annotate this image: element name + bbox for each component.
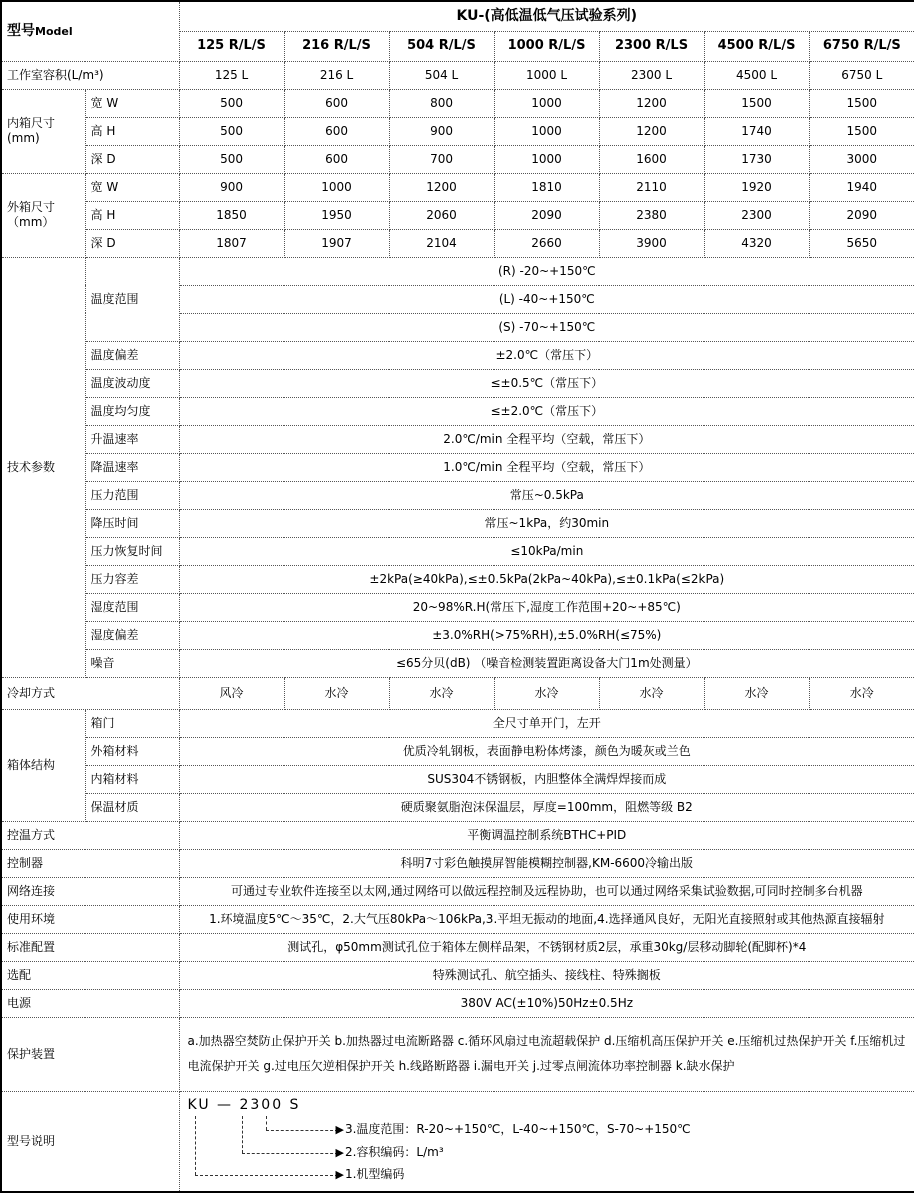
dim-sub-label: 宽 W	[85, 173, 179, 201]
cabinet-sub-label: 箱门	[85, 709, 179, 737]
param-value: 1.0℃/min 全程平均（空载，常压下）	[179, 453, 914, 481]
dim-cell: 1940	[809, 173, 914, 201]
tech-row	[1, 593, 914, 621]
dim-cell: 2110	[599, 173, 704, 201]
model-code-line-3	[336, 1122, 691, 1137]
dim-cell: 500	[179, 145, 284, 173]
cabinet-section-label: 箱体结构	[1, 709, 85, 821]
dim-cell: 900	[389, 117, 494, 145]
dim-cell: 600	[284, 117, 389, 145]
tech-row	[1, 341, 914, 369]
inner-dim-label	[1, 89, 85, 173]
dim-sub-label: 高 H	[85, 201, 179, 229]
tech-row	[1, 453, 914, 481]
param-label: 压力恢复时间	[85, 537, 179, 565]
dim-cell: 900	[179, 173, 284, 201]
param-label: 压力容差	[85, 565, 179, 593]
dim-cell: 2060	[389, 201, 494, 229]
param-label: 温度均匀度	[85, 397, 179, 425]
dim-cell: 600	[284, 145, 389, 173]
tech-row	[1, 397, 914, 425]
spec-row	[1, 821, 914, 849]
cabinet-sub-label: 外箱材料	[85, 737, 179, 765]
model-code-line-1	[336, 1167, 405, 1182]
header-row-series	[1, 1, 914, 31]
param-label: 压力范围	[85, 481, 179, 509]
cabinet-sub-label: 保温材质	[85, 793, 179, 821]
row-value: 可通过专业软件连接至以太网,通过网络可以做远程控制及远程协助，也可以通过网络采集试验数据,可同时控制多台机器	[179, 877, 914, 905]
protection-label: 保护装置	[1, 1017, 179, 1091]
model-name: 4500 R/L/S	[704, 31, 809, 61]
dim-cell: 1000	[494, 145, 599, 173]
dim-sub-label: 深 D	[85, 229, 179, 257]
dim-cell: 2104	[389, 229, 494, 257]
dim-cell: 600	[284, 89, 389, 117]
protection-row	[1, 1017, 914, 1091]
spec-row	[1, 877, 914, 905]
protection-value: a.加热器空焚防止保护开关 b.加热器过电流断路器 c.循环风扇过电流超载保护 d.压缩机高压保护开关 e.压缩机过热保护开关 f.压缩机过电流保护开关 g.过电压欠逆相保护开关 h.线路断路器 i.漏电开关 j.过零点闸流体功率控制器 k.缺水保护	[179, 1017, 914, 1091]
dash-line-vertical	[266, 1116, 267, 1130]
volume-row	[1, 61, 914, 89]
param-value: ≤±0.5℃（常压下）	[179, 369, 914, 397]
dim-cell: 1000	[284, 173, 389, 201]
cooling-row	[1, 677, 914, 709]
tech-row	[1, 537, 914, 565]
dim-cell: 1200	[599, 117, 704, 145]
inner-dim-row	[1, 117, 914, 145]
volume-value: 4500 L	[704, 61, 809, 89]
cabinet-value: 全尺寸单开门，左开	[179, 709, 914, 737]
dim-cell: 1807	[179, 229, 284, 257]
param-label: 湿度偏差	[85, 621, 179, 649]
dash-line-vertical	[195, 1116, 196, 1175]
dim-cell: 1500	[809, 117, 914, 145]
tech-row	[1, 257, 914, 285]
dim-cell: 1000	[494, 89, 599, 117]
param-label: 湿度范围	[85, 593, 179, 621]
tech-row	[1, 509, 914, 537]
inner-dim-title: 内箱尺寸	[7, 116, 56, 130]
arrow-right-icon: ▶	[335, 1167, 344, 1181]
cooling-cell: 水冷	[599, 677, 704, 709]
tech-row	[1, 481, 914, 509]
spec-row	[1, 849, 914, 877]
param-value: (L) -40~+150℃	[179, 285, 914, 313]
model-code-row	[1, 1091, 914, 1192]
spec-row	[1, 989, 914, 1017]
dash-line-horizontal	[195, 1175, 338, 1176]
outer-dim-row	[1, 229, 914, 257]
volume-value: 1000 L	[494, 61, 599, 89]
param-value: ±3.0%RH(>75%RH),±5.0%RH(≤75%)	[179, 621, 914, 649]
param-label: 升温速率	[85, 425, 179, 453]
dim-cell: 1200	[389, 173, 494, 201]
cabinet-sub-label: 内箱材料	[85, 765, 179, 793]
cabinet-value: 硬质聚氨脂泡沫保温层，厚度=100mm，阻燃等级 B2	[179, 793, 914, 821]
tech-row	[1, 565, 914, 593]
cabinet-value: 优质冷轧钢板，表面静电粉体烤漆，颜色为暖灰或兰色	[179, 737, 914, 765]
dim-cell: 2090	[809, 201, 914, 229]
cooling-cell: 水冷	[389, 677, 494, 709]
dim-cell: 500	[179, 89, 284, 117]
model-name: 2300 R/LS	[599, 31, 704, 61]
dim-cell: 3900	[599, 229, 704, 257]
dim-cell: 1000	[494, 117, 599, 145]
volume-value: 504 L	[389, 61, 494, 89]
cabinet-row	[1, 793, 914, 821]
outer-dim-unit: （mm）	[7, 215, 55, 229]
param-value: ≤±2.0℃（常压下）	[179, 397, 914, 425]
dim-sub-label: 宽 W	[85, 89, 179, 117]
arrow-right-icon: ▶	[335, 1145, 344, 1159]
cooling-label: 冷却方式	[1, 677, 179, 709]
param-value: 常压~1kPa，约30min	[179, 509, 914, 537]
spec-row	[1, 905, 914, 933]
dim-cell: 800	[389, 89, 494, 117]
dim-cell: 1850	[179, 201, 284, 229]
row-label: 标准配置	[1, 933, 179, 961]
cabinet-row	[1, 765, 914, 793]
model-header-cell	[1, 1, 179, 61]
dim-cell: 2660	[494, 229, 599, 257]
cooling-cell: 水冷	[494, 677, 599, 709]
dim-cell: 1740	[704, 117, 809, 145]
cooling-cell: 水冷	[809, 677, 914, 709]
volume-value: 2300 L	[599, 61, 704, 89]
tech-row	[1, 621, 914, 649]
dim-sub-label: 深 D	[85, 145, 179, 173]
cooling-cell: 风冷	[179, 677, 284, 709]
dim-cell: 1600	[599, 145, 704, 173]
model-code-diagram	[179, 1091, 914, 1192]
model-name: 6750 R/L/S	[809, 31, 914, 61]
cooling-cell: 水冷	[704, 677, 809, 709]
model-code-line-3-text: 3.温度范围：R-20~+150℃，L-40~+150℃，S-70~+150℃	[344, 1121, 691, 1136]
model-code-example: KU — 2300 S	[187, 1096, 301, 1113]
param-value: 常压~0.5kPa	[179, 481, 914, 509]
param-value: 20~98%R.H(常压下,湿度工作范围+20~+85℃)	[179, 593, 914, 621]
dim-cell: 1500	[704, 89, 809, 117]
dim-cell: 500	[179, 117, 284, 145]
tech-row	[1, 649, 914, 677]
param-value: (S) -70~+150℃	[179, 313, 914, 341]
param-value: 2.0℃/min 全程平均（空载，常压下）	[179, 425, 914, 453]
volume-label: 工作室容积(L/m³)	[1, 61, 179, 89]
dim-cell: 700	[389, 145, 494, 173]
model-name: 1000 R/L/S	[494, 31, 599, 61]
row-label: 电源	[1, 989, 179, 1017]
inner-dim-row	[1, 145, 914, 173]
series-title: KU-(高低温低气压试验系列)	[179, 1, 914, 31]
dash-line-horizontal	[266, 1130, 338, 1131]
row-value: 平衡调温控制系统BTHC+PID	[179, 821, 914, 849]
tech-row	[1, 425, 914, 453]
tech-row	[1, 369, 914, 397]
param-label: 降压时间	[85, 509, 179, 537]
cabinet-row	[1, 737, 914, 765]
model-name: 125 R/L/S	[179, 31, 284, 61]
param-label: 降温速率	[85, 453, 179, 481]
cabinet-row	[1, 709, 914, 737]
model-code-line-2-text: 2.容积编码：L/m³	[344, 1144, 444, 1159]
inner-dim-unit: (mm)	[7, 131, 40, 145]
dash-line-horizontal	[242, 1153, 338, 1154]
dim-cell: 2380	[599, 201, 704, 229]
param-value: ±2.0℃（常压下）	[179, 341, 914, 369]
param-value: ≤65分贝(dB) （噪音检测装置距离设备大门1m处测量）	[179, 649, 914, 677]
model-header-cn: 型号	[7, 22, 35, 39]
model-name: 216 R/L/S	[284, 31, 389, 61]
tech-section-label: 技术参数	[1, 257, 85, 677]
model-code-line-2	[336, 1145, 444, 1160]
dim-cell: 3000	[809, 145, 914, 173]
row-label: 网络连接	[1, 877, 179, 905]
row-label: 选配	[1, 961, 179, 989]
arrow-right-icon: ▶	[335, 1122, 344, 1136]
row-label: 控温方式	[1, 821, 179, 849]
spec-row	[1, 961, 914, 989]
outer-dim-row	[1, 173, 914, 201]
param-value: (R) -20~+150℃	[179, 257, 914, 285]
volume-value: 216 L	[284, 61, 389, 89]
param-label: 噪音	[85, 649, 179, 677]
outer-dim-row	[1, 201, 914, 229]
param-label: 温度波动度	[85, 369, 179, 397]
volume-value: 125 L	[179, 61, 284, 89]
row-label: 使用环境	[1, 905, 179, 933]
row-value: 380V AC(±10%)50Hz±0.5Hz	[179, 989, 914, 1017]
dim-cell: 1950	[284, 201, 389, 229]
outer-dim-title: 外箱尺寸	[7, 200, 56, 214]
inner-dim-row	[1, 89, 914, 117]
dim-cell: 1810	[494, 173, 599, 201]
param-label: 温度范围	[85, 257, 179, 341]
spec-row	[1, 933, 914, 961]
row-value: 1.环境温度5℃～35℃，2.大气压80kPa～106kPa,3.平坦无振动的地面,4.选择通风良好，无阳光直接照射或其他热源直接辐射	[179, 905, 914, 933]
param-value: ≤10kPa/min	[179, 537, 914, 565]
dim-cell: 1500	[809, 89, 914, 117]
dim-cell: 5650	[809, 229, 914, 257]
cooling-cell: 水冷	[284, 677, 389, 709]
model-code-line-1-text: 1.机型编码	[344, 1166, 405, 1181]
row-label: 控制器	[1, 849, 179, 877]
param-label: 温度偏差	[85, 341, 179, 369]
outer-dim-label	[1, 173, 85, 257]
model-name: 504 R/L/S	[389, 31, 494, 61]
row-value: 科明7寸彩色触摸屏智能模糊控制器,KM-6600冷输出版	[179, 849, 914, 877]
dim-cell: 4320	[704, 229, 809, 257]
model-header-en: Model	[35, 24, 73, 38]
dash-line-vertical	[242, 1116, 243, 1153]
dim-cell: 1200	[599, 89, 704, 117]
dim-cell: 2300	[704, 201, 809, 229]
volume-value: 6750 L	[809, 61, 914, 89]
param-value: ±2kPa(≥40kPa),≤±0.5kPa(2kPa~40kPa),≤±0.1kPa(≤2kPa)	[179, 565, 914, 593]
dim-cell: 1730	[704, 145, 809, 173]
row-value: 测试孔，φ50mm测试孔位于箱体左侧样品架，不锈钢材质2层，承重30kg/层移动脚轮(配脚杯)*4	[179, 933, 914, 961]
model-code-label: 型号说明	[1, 1091, 179, 1192]
dim-cell: 1920	[704, 173, 809, 201]
dim-sub-label: 高 H	[85, 117, 179, 145]
dim-cell: 1907	[284, 229, 389, 257]
dim-cell: 2090	[494, 201, 599, 229]
cabinet-value: SUS304不锈钢板，内胆整体全满焊焊接而成	[179, 765, 914, 793]
row-value: 特殊测试孔、航空插头、接线柱、特殊搁板	[179, 961, 914, 989]
